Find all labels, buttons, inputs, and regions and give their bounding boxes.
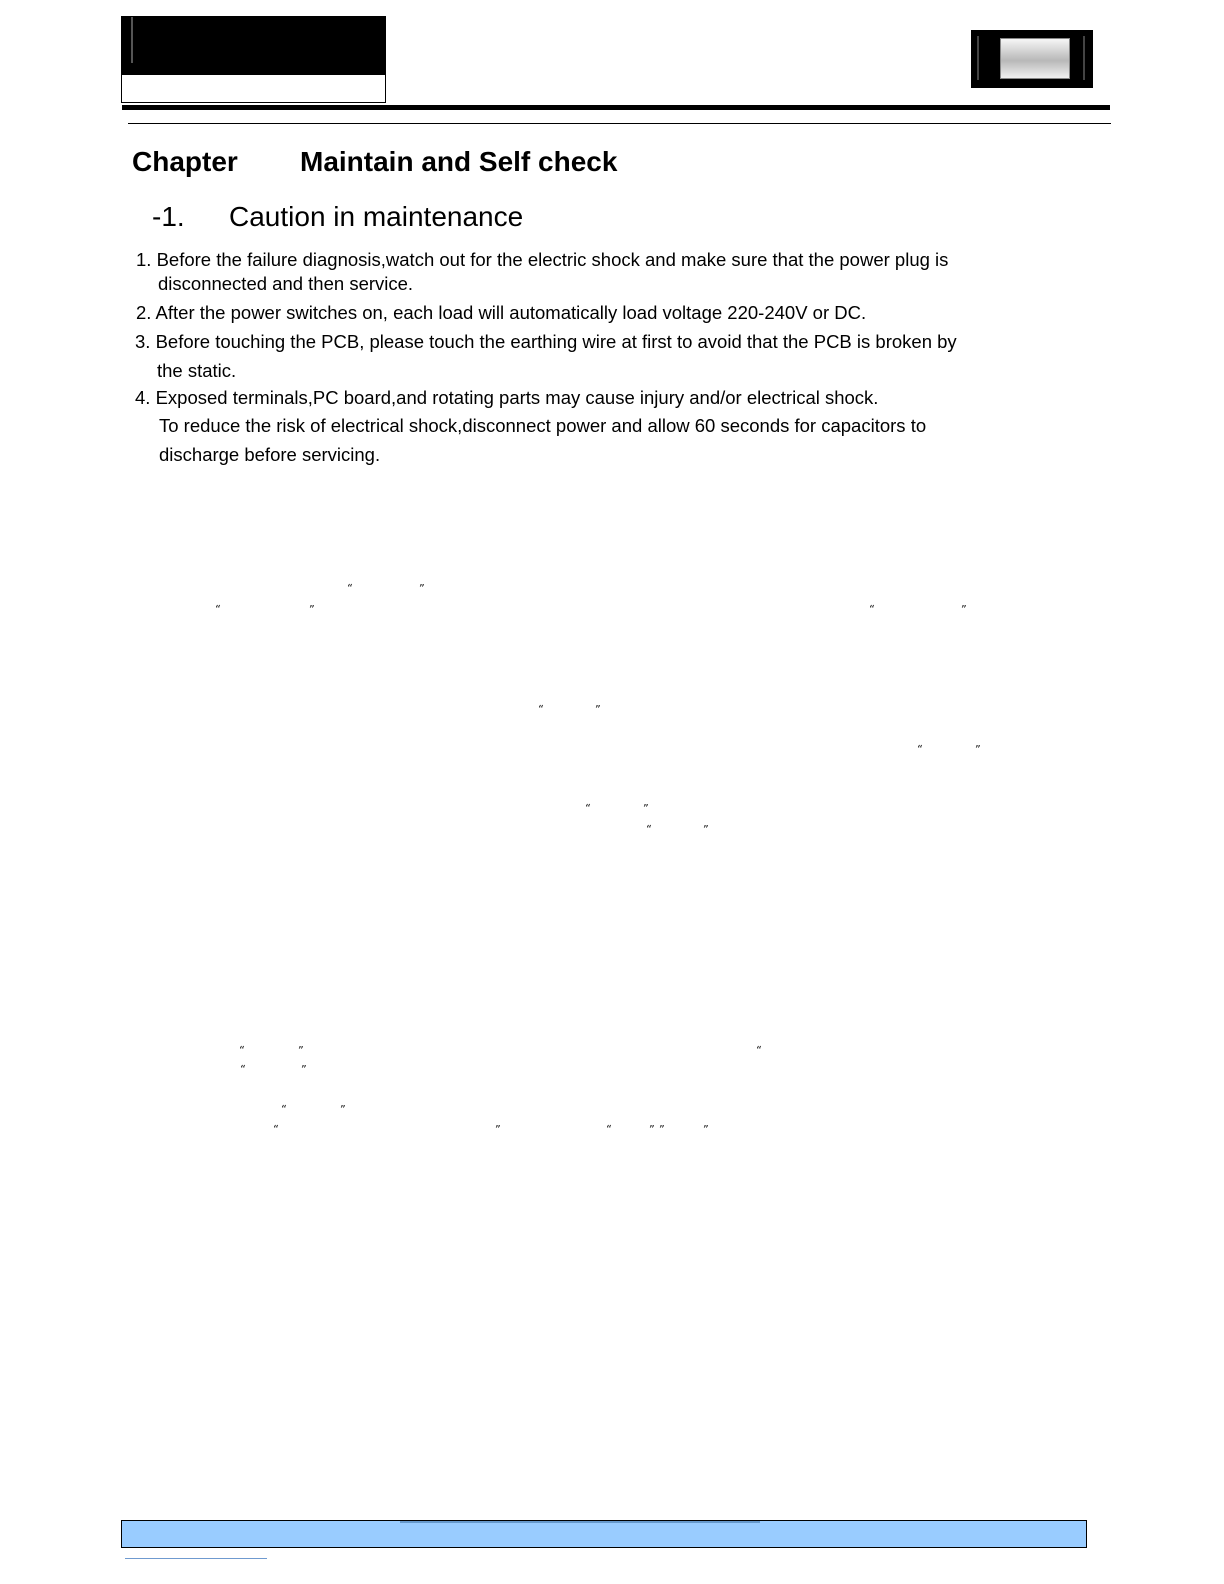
badge-screen-icon [1000, 38, 1070, 79]
caution-item-1-line-2: disconnected and then service. [158, 273, 414, 294]
quote-mark: “ [917, 743, 923, 756]
quote-mark: ” [340, 1103, 346, 1116]
logo-notch [131, 17, 133, 63]
quote-mark: “ [347, 582, 353, 595]
quote-mark: “ [869, 603, 875, 616]
header-rule-thin [128, 123, 1111, 124]
header-logo-fill [122, 17, 385, 75]
quote-mark: “ [646, 823, 652, 836]
quote-mark: ” [595, 703, 601, 716]
quote-mark: “ [240, 1063, 246, 1076]
caution-item-4-line-2: To reduce the risk of electrical shock,disconnect power and allow 60 seconds for capacitors to [159, 415, 927, 436]
header-badge [971, 30, 1093, 88]
section-title: Caution in maintenance [229, 201, 524, 232]
quote-mark: ” [649, 1123, 655, 1136]
quote-mark: “ [606, 1123, 612, 1136]
header-rule-thick [122, 105, 1110, 110]
quote-mark: “ [215, 603, 221, 616]
quote-mark: ” [419, 582, 425, 595]
caution-item-1-line-1: 1. Before the failure diagnosis,watch out for the electric shock and make sure that the power plug is [136, 249, 949, 270]
quote-mark: ” [703, 823, 709, 836]
footer-bar [121, 1520, 1087, 1548]
badge-tick-left [977, 36, 979, 80]
caution-item-2-line-1: 2. After the power switches on, each load will automatically load voltage 220-240V or DC. [136, 302, 867, 323]
caution-item-4-line-3: discharge before servicing. [159, 444, 381, 465]
quote-mark: ” [309, 603, 315, 616]
caution-item-3-line-2: the static. [157, 360, 237, 381]
footer-underline [125, 1558, 267, 1559]
header-logo-block [121, 16, 386, 103]
badge-tick-right [1083, 36, 1085, 80]
caution-item-4-line-1: 4. Exposed terminals,PC board,and rotating parts may cause injury and/or electrical shock. [135, 387, 879, 408]
quote-mark: ” [703, 1123, 709, 1136]
quote-mark: “ [585, 802, 591, 815]
caution-item-3-line-1: 3. Before touching the PCB, please touch the earthing wire at first to avoid that the PCB is broken by [135, 331, 957, 352]
quote-mark: ” [643, 802, 649, 815]
quote-mark: “ [538, 703, 544, 716]
footer-bar-shade [400, 1521, 760, 1523]
section-heading [152, 201, 523, 233]
quote-mark: ” [298, 1044, 304, 1057]
chapter-title: Maintain and Self check [300, 146, 618, 177]
quote-mark: ” [961, 603, 967, 616]
section-number: -1. [152, 201, 185, 232]
quote-mark: “ [273, 1123, 279, 1136]
chapter-heading [132, 146, 617, 178]
chapter-label: Chapter [132, 146, 238, 177]
quote-mark: ” [659, 1123, 665, 1136]
quote-mark: ” [495, 1123, 501, 1136]
quote-mark: ” [301, 1063, 307, 1076]
quote-mark: “ [281, 1103, 287, 1116]
quote-mark: “ [239, 1044, 245, 1057]
quote-mark: “ [756, 1044, 762, 1057]
quote-mark: ” [975, 743, 981, 756]
